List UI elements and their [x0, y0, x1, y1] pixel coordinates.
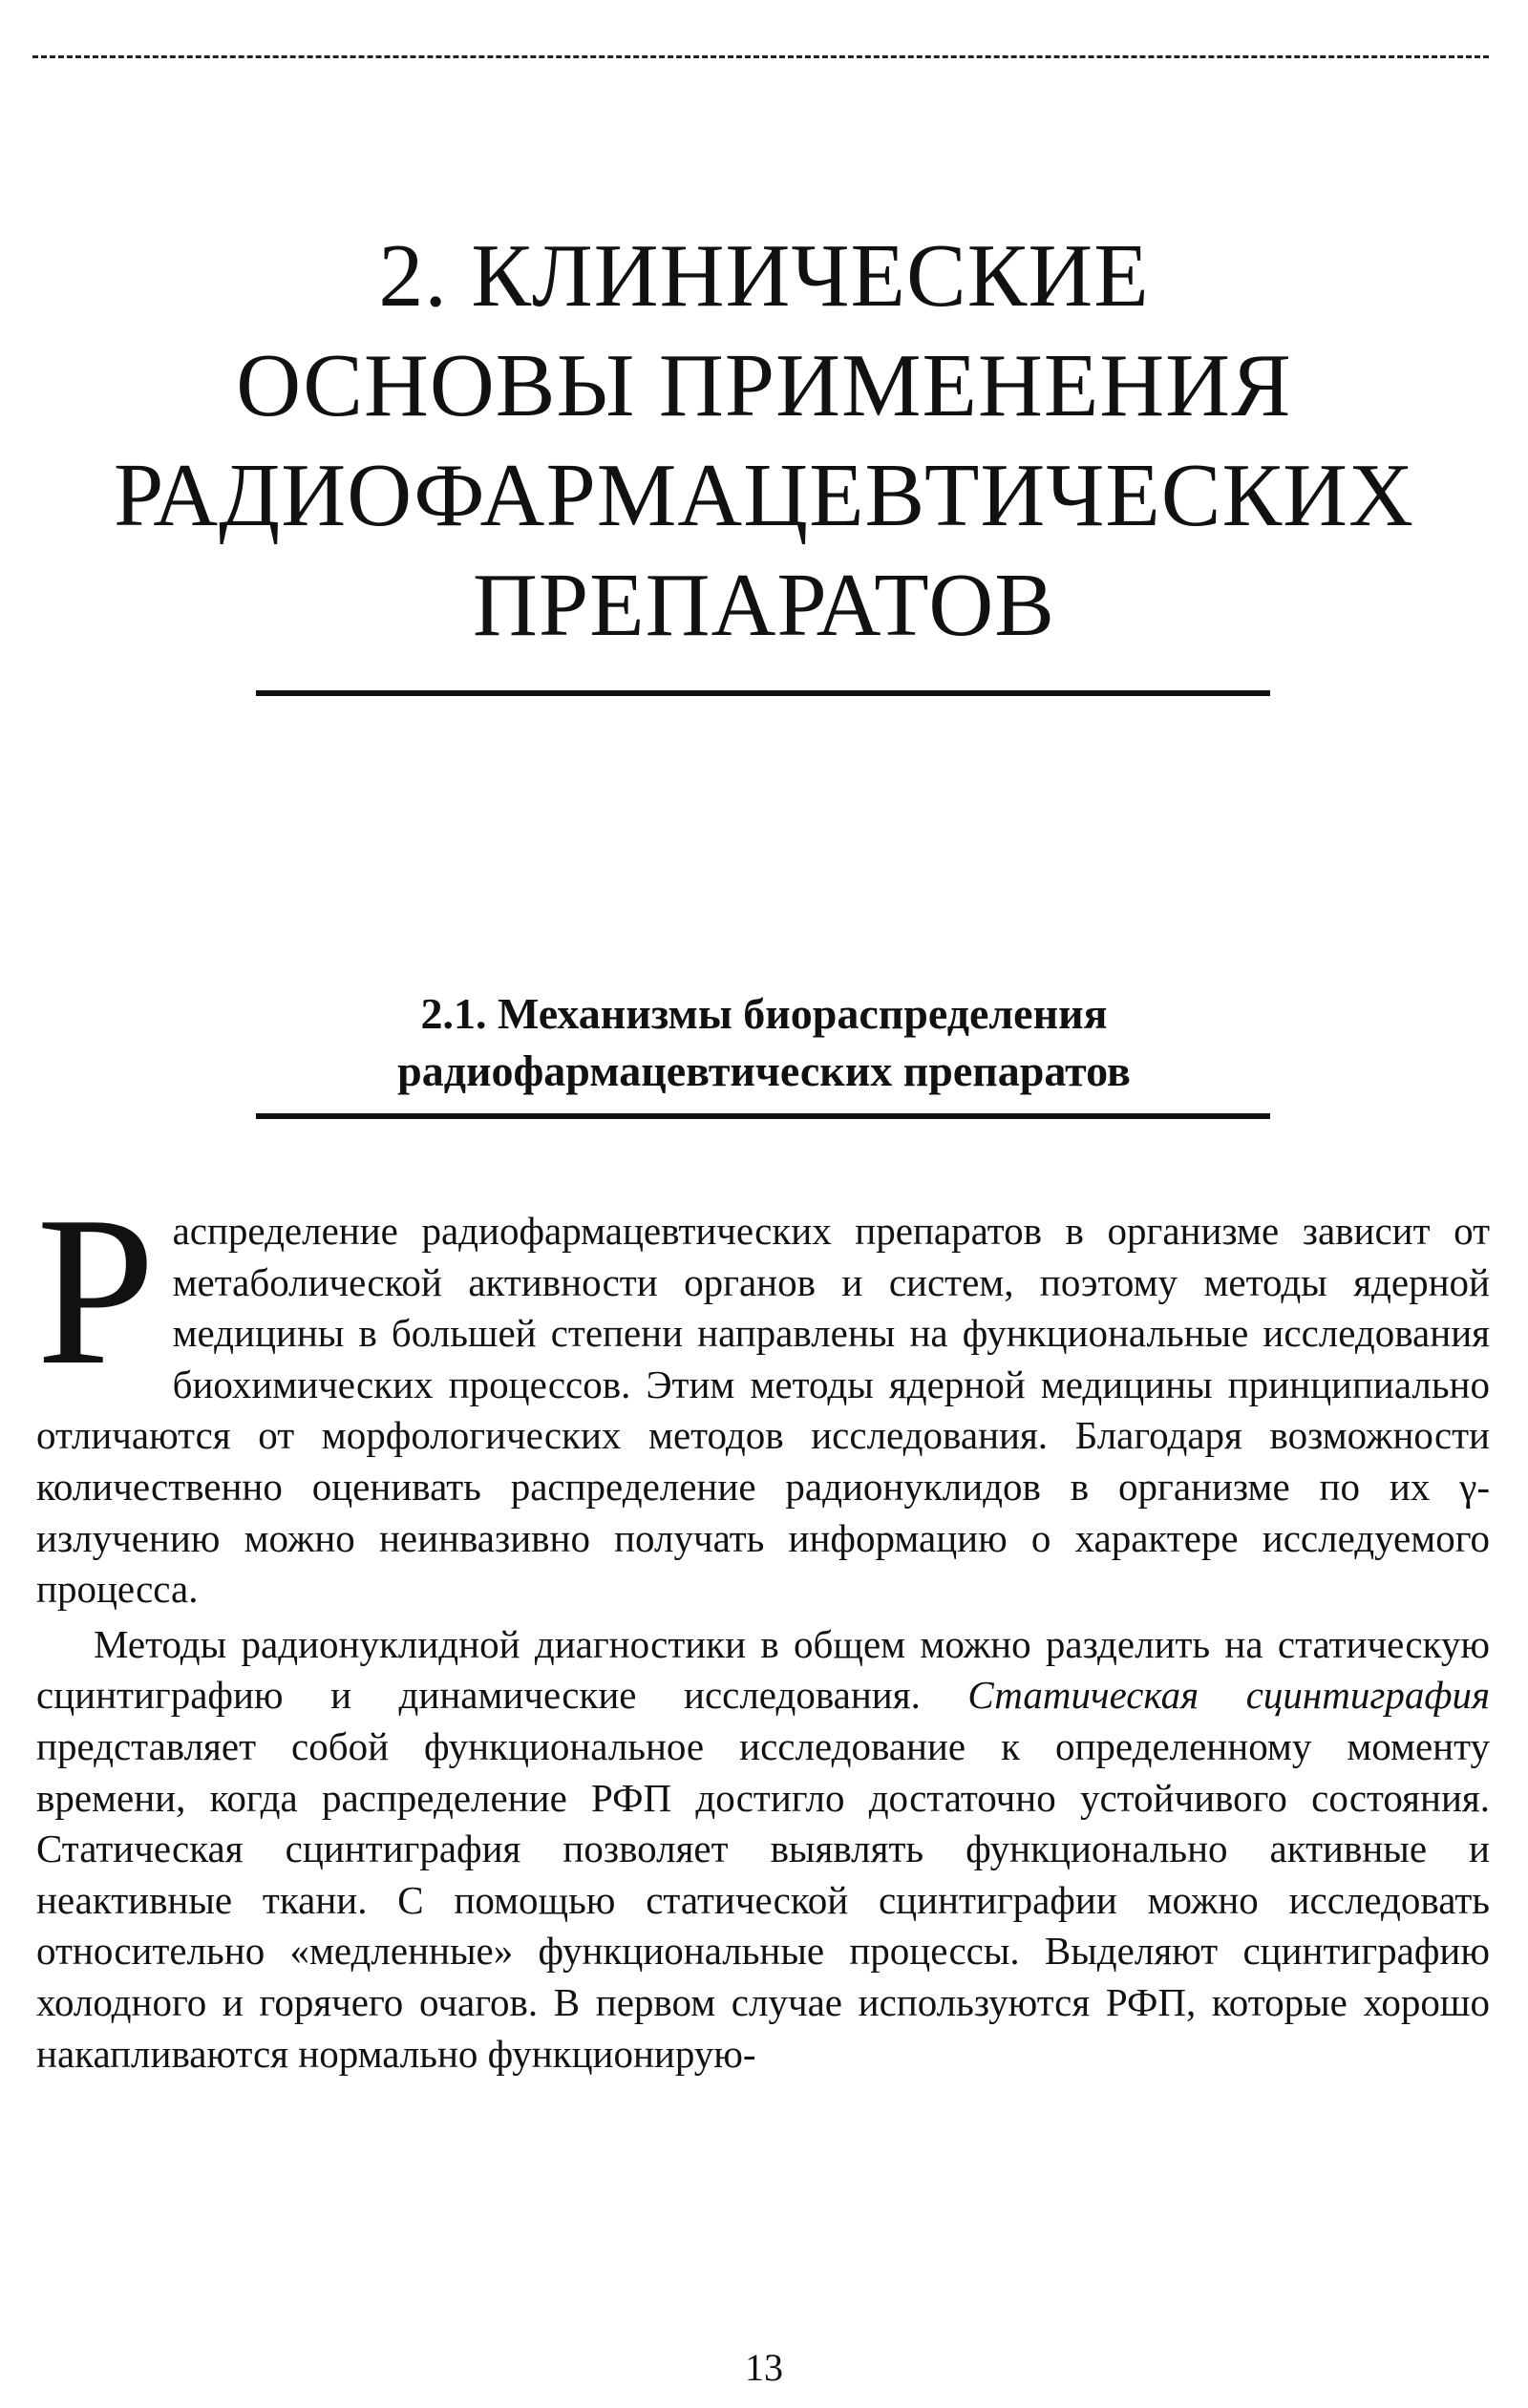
chapter-title — [57, 222, 1471, 661]
paragraph-2-text-end: представляет собой функциональное исследование к определенному моменту времени, когда распределение РФП достигло достаточно устойчивого состояния. Статическая сцинтиграфия позволяет выявлять функционально активные и неактивные ткани. С помощью статической сцинтиграфии можно исследовать относительно «медленные» функциональные процессы. Выделяют сцинтиграфию холодного и горячего очагов. В первом случае используются РФП, которые хорошо накапливаются нормально функционирую- — [36, 1723, 1490, 2076]
chapter-title-line: ПРЕПАРАТОВ — [473, 556, 1055, 655]
section-title-underline — [256, 1113, 1270, 1119]
paragraph-2 — [36, 1619, 1490, 2080]
paragraph-1 — [36, 1172, 1490, 1616]
section-title-line: 2.1. Механизмы биораспределения — [420, 989, 1108, 1038]
drop-cap: Р — [36, 1172, 156, 1409]
section-title-line: радиофармацевтических препаратов — [397, 1046, 1131, 1095]
paragraph-2-text-start: Методы радионуклидной диагностики в общем можно разделить на статическую сцинтиграфию и динамические исследования. — [36, 1621, 1490, 1718]
paragraph-1-text: аспределение радиофармацевтических препаратов в организме зависит от метаболической активности органов и систем, поэтому методы ядерной медицины в большей степени направлены на функциональные исследования биохимических процессов. Этим методы ядерной медицины принципиально отличаются от морфологических методов исследования. Благодаря возможности количественно оценивать распределение радионуклидов в организме по их γ-излучению можно неинвазивно получать информацию о характере исследуемого процесса. — [36, 1209, 1490, 1612]
page-number: 13 — [745, 2346, 783, 2389]
chapter-title-line: ОСНОВЫ ПРИМЕНЕНИЯ — [236, 336, 1292, 435]
chapter-title-line: 2. КЛИНИЧЕСКИЕ — [378, 226, 1150, 326]
chapter-title-line: РАДИОФАРМАЦЕВТИЧЕСКИХ — [114, 446, 1414, 545]
section-title — [191, 985, 1337, 1100]
italic-term: Статическая сцинтиграфия — [967, 1673, 1490, 1718]
chapter-title-underline — [256, 690, 1270, 696]
body-text — [36, 1172, 1490, 2080]
top-dashed-rule — [32, 55, 1489, 58]
